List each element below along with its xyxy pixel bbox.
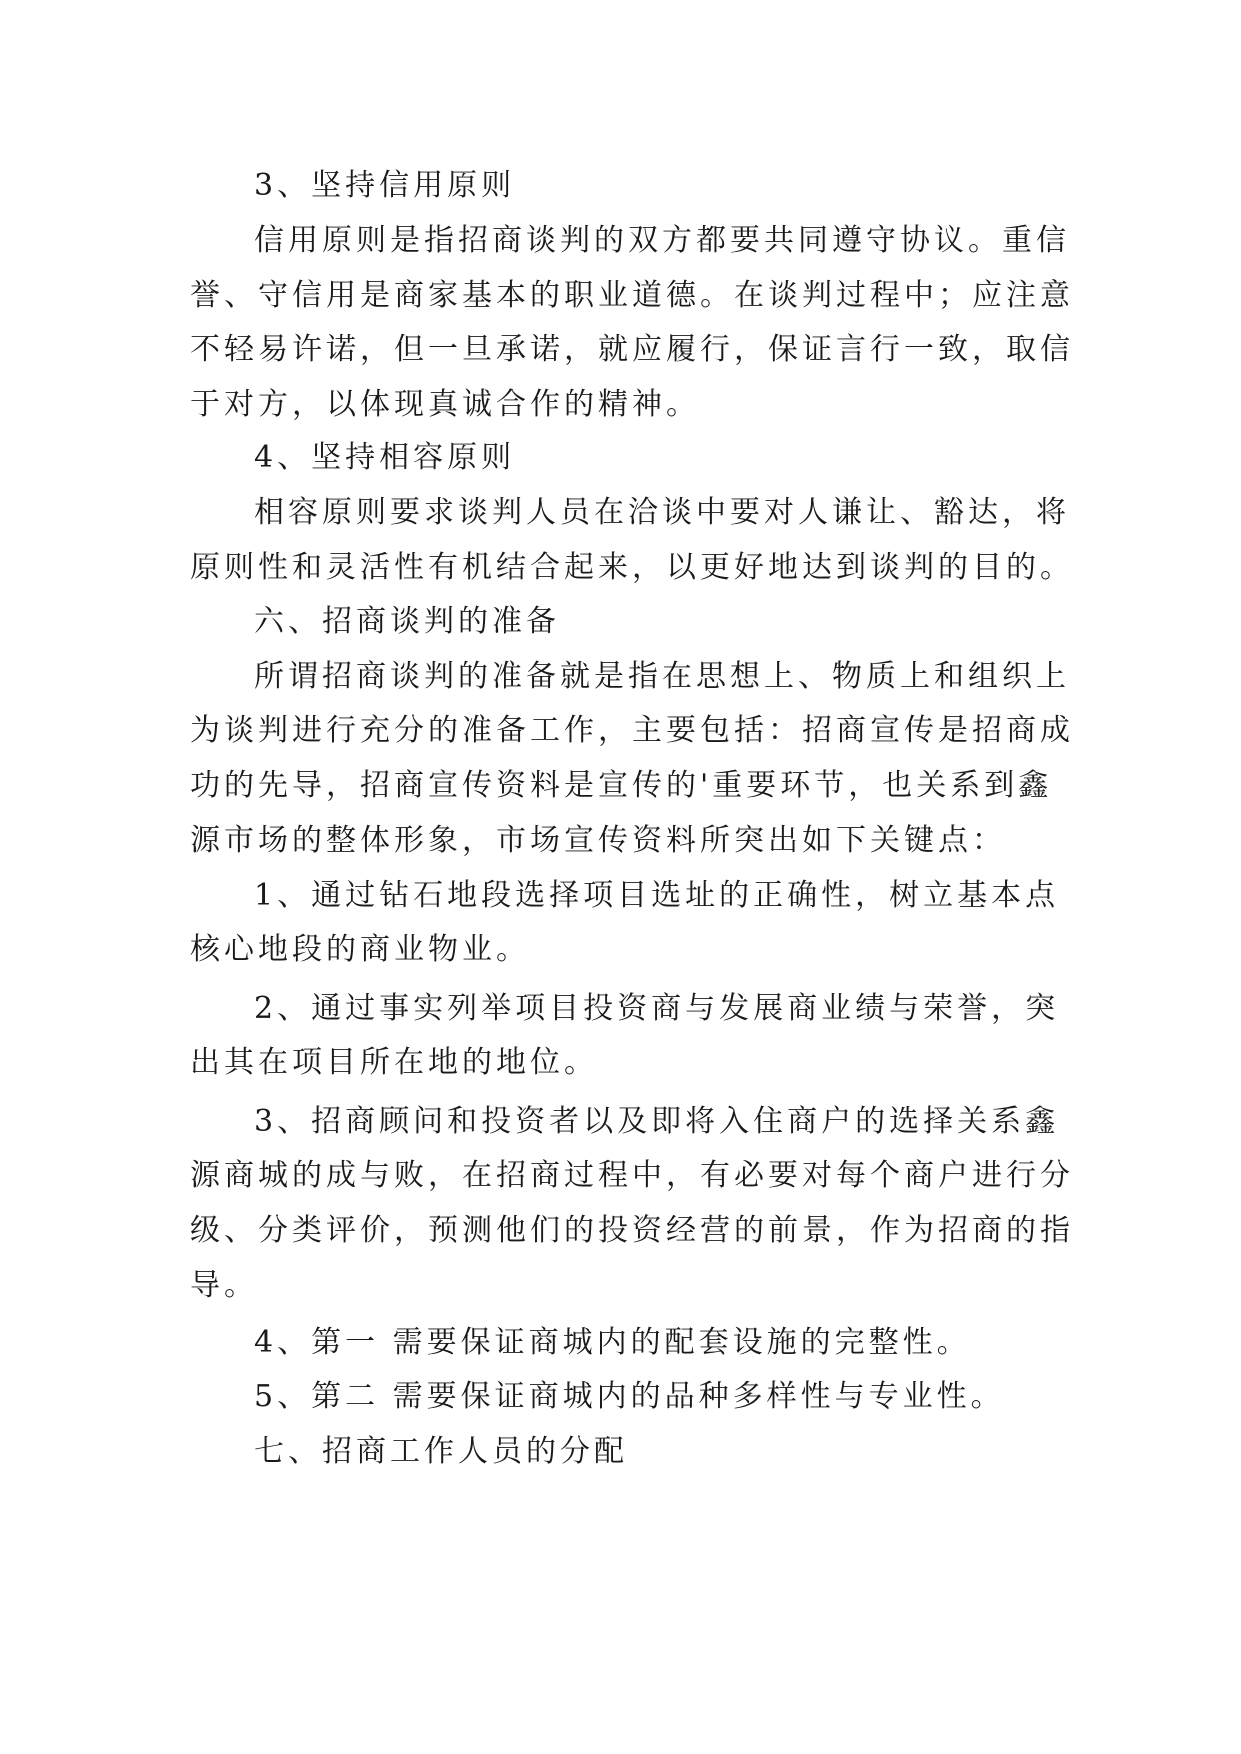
paragraph-line: 为谈判进行充分的准备工作，主要包括：招商宣传是招商成 <box>190 713 1074 748</box>
section-heading: 3、坚持信用原则 <box>254 168 516 203</box>
section-heading: 4、坚持相容原则 <box>254 440 516 475</box>
list-item-line: 2、通过事实列举项目投资商与发展商业绩与荣誉，突 <box>254 991 1060 1026</box>
paragraph-line: 源市场的整体形象，市场宣传资料所突出如下关键点： <box>190 823 1006 858</box>
paragraph-line: 信用原则是指招商谈判的双方都要共同遵守协议。重信 <box>254 223 1070 258</box>
list-item-line: 导。 <box>190 1268 258 1303</box>
paragraph-line: 于对方，以体现真诚合作的精神。 <box>190 387 700 422</box>
paragraph-line: 不轻易许诺，但一旦承诺，就应履行，保证言行一致，取信 <box>190 332 1074 367</box>
list-item-line: 出其在项目所在地的地位。 <box>190 1045 598 1080</box>
list-item-line: 3、招商顾问和投资者以及即将入住商户的选择关系鑫 <box>254 1104 1060 1139</box>
list-item-line: 1、通过钻石地段选择项目选址的正确性，树立基本点 <box>254 878 1060 913</box>
paragraph-line: 所谓招商谈判的准备就是指在思想上、物质上和组织上 <box>254 659 1070 694</box>
list-item-line: 源商城的成与败，在招商过程中，有必要对每个商户进行分 <box>190 1158 1074 1193</box>
list-item-line: 级、分类评价，预测他们的投资经营的前景，作为招商的指 <box>190 1213 1074 1248</box>
section-heading: 六、招商谈判的准备 <box>254 604 560 639</box>
paragraph-line: 功的先导，招商宣传资料是宣传的'重要环节，也关系到鑫 <box>190 768 1053 803</box>
list-item-line: 4、第一 需要保证商城内的配套设施的完整性。 <box>254 1325 971 1360</box>
list-item-line: 核心地段的商业物业。 <box>190 932 530 967</box>
list-item-line: 5、第二 需要保证商城内的品种多样性与专业性。 <box>254 1379 1005 1414</box>
paragraph-line: 相容原则要求谈判人员在洽谈中要对人谦让、豁达，将 <box>254 495 1070 530</box>
paragraph-line: 原则性和灵活性有机结合起来，以更好地达到谈判的目的。 <box>190 550 1074 585</box>
paragraph-line: 誉、守信用是商家基本的职业道德。在谈判过程中；应注意 <box>190 278 1074 313</box>
section-heading: 七、招商工作人员的分配 <box>254 1434 628 1469</box>
